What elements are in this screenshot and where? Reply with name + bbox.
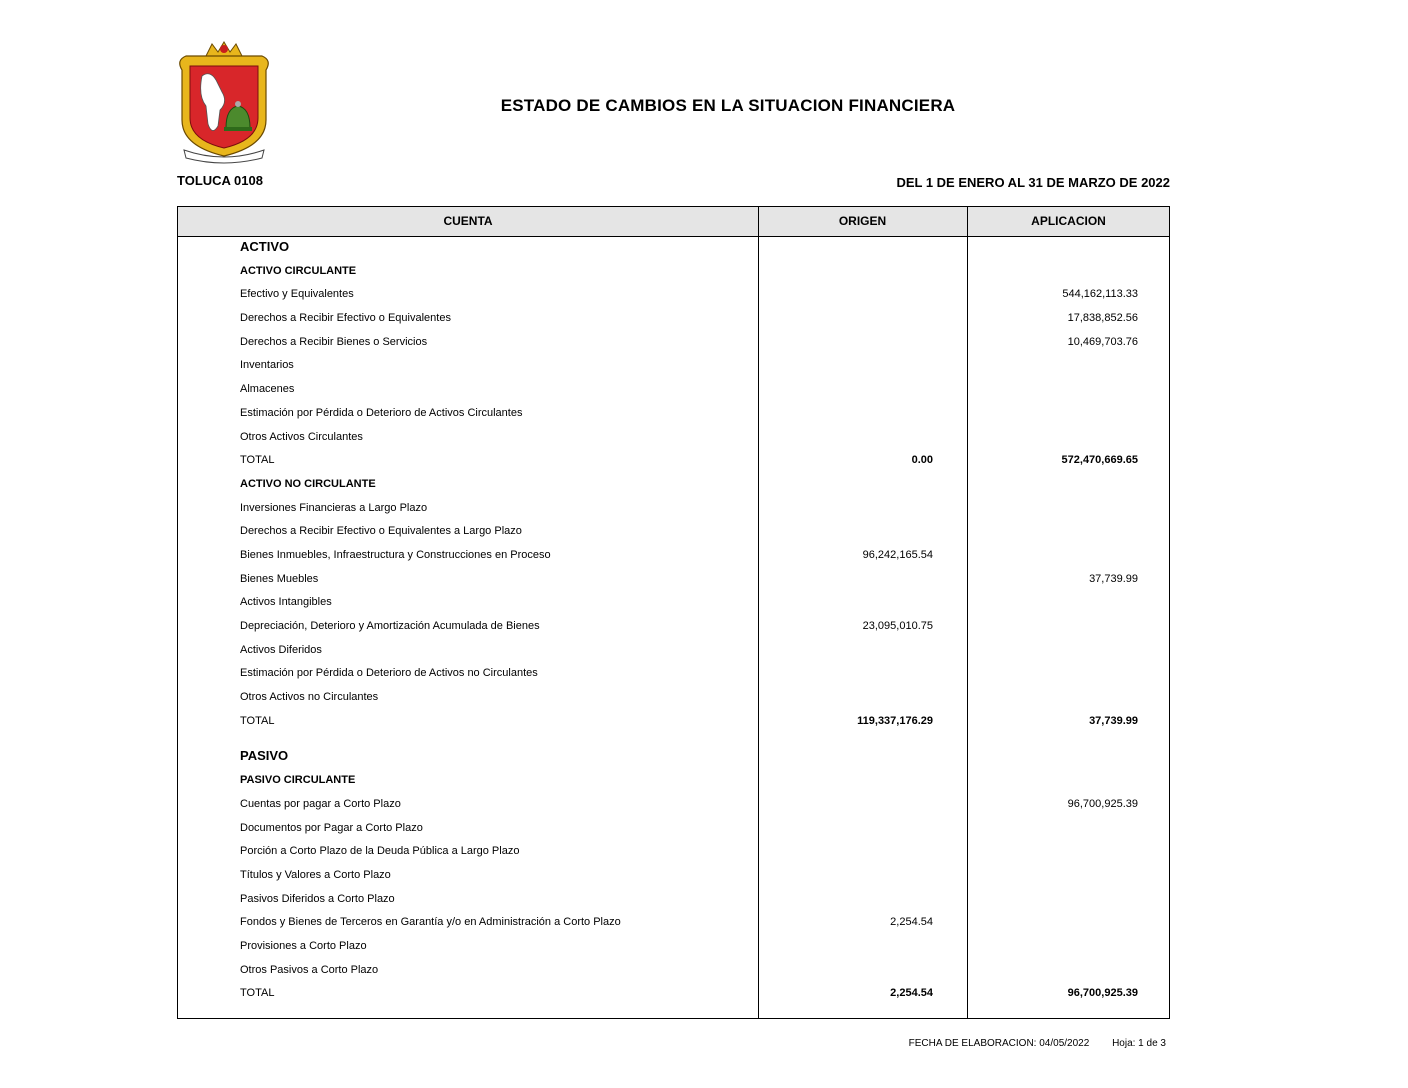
row-label: ACTIVO CIRCULANTE [240,264,357,277]
row-label: TOTAL [240,454,275,467]
sub-heading-row [178,474,1169,498]
row-label: Provisiones a Corto Plazo [240,939,367,952]
table-row [178,498,1169,522]
column-header-aplicacion: APLICACION [1031,214,1106,228]
page-number: Hoja: 1 de 3 [1112,1038,1166,1049]
table-row [178,889,1169,913]
row-label: Depreciación, Deterioro y Amortización Acumulada de Bienes [240,620,540,632]
row-label: Porción a Corto Plazo de la Deuda Pública a Largo Plazo [240,845,520,858]
aplicacion-value: 37,739.99 [1089,572,1138,585]
table-row [178,592,1169,616]
total-row [178,450,1169,474]
row-label: Inventarios [240,359,294,372]
row-label: Títulos y Valores a Corto Plazo [240,868,391,881]
toluca-coat-of-arms-icon [176,40,272,164]
origen-value: 96,242,165.54 [862,548,933,561]
row-spacer [178,734,1169,746]
row-label: Inversiones Financieras a Largo Plazo [240,501,428,514]
row-label: ACTIVO NO CIRCULANTE [240,477,376,490]
origen-value: 119,337,176.29 [857,714,933,727]
table-row [178,545,1169,569]
table-row [178,521,1169,545]
table-header [178,207,1169,237]
document-title: ESTADO DE CAMBIOS EN LA SITUACION FINANCIERA [500,96,956,115]
table-row [178,332,1169,356]
row-label: Otros Activos no Circulantes [240,691,379,704]
table-row [178,818,1169,842]
row-label: Otros Activos Circulantes [240,430,363,443]
table-row [178,912,1169,936]
row-label: Bienes Muebles [240,572,319,585]
table-row [178,569,1169,593]
row-label: Activos Intangibles [240,596,332,609]
row-label: Derechos a Recibir Bienes o Servicios [240,335,428,348]
table-row [178,687,1169,711]
total-row [178,983,1169,1007]
table-row [178,379,1169,403]
table-row [178,936,1169,960]
origen-value: 2,254.54 [890,916,933,929]
page-footer [889,1038,1166,1049]
row-label: TOTAL [240,987,275,1000]
origen-value: 2,254.54 [890,987,933,1000]
coat-of-arms-logo [176,40,272,164]
total-row [178,711,1169,735]
table-row [178,960,1169,984]
row-label: PASIVO CIRCULANTE [240,774,356,787]
origen-value: 0.00 [911,454,933,467]
row-label: Derechos a Recibir Efectivo o Equivalentes a Largo Plazo [240,525,522,538]
row-label: ACTIVO [240,239,290,254]
row-label: Pasivos Diferidos a Corto Plazo [240,892,395,905]
aplicacion-value: 572,470,669.65 [1061,454,1138,467]
financial-table [177,206,1170,1019]
row-label: TOTAL [240,714,275,727]
row-label: Estimación por Pérdida o Deterioro de Activos no Circulantes [240,667,538,680]
origen-value: 23,095,010.75 [862,620,933,632]
aplicacion-value: 96,700,925.39 [1067,987,1138,1000]
row-label: Documentos por Pagar a Corto Plazo [240,821,423,834]
row-label: Bienes Inmuebles, Infraestructura y Construcciones en Proceso [240,548,551,561]
row-label: Otros Pasivos a Corto Plazo [240,963,379,976]
column-header-origen: ORIGEN [838,214,887,228]
table-row [178,427,1169,451]
table-row [178,308,1169,332]
table-body [178,237,1169,1007]
aplicacion-value: 37,739.99 [1089,714,1138,727]
table-row [178,841,1169,865]
row-label: Estimación por Pérdida o Deterioro de Activos Circulantes [240,406,523,419]
row-label: Derechos a Recibir Efectivo o Equivalentes [240,312,451,325]
aplicacion-value: 17,838,852.56 [1067,312,1138,325]
table-row [178,794,1169,818]
table-row [178,284,1169,308]
table-row [178,355,1169,379]
sub-heading-row [178,261,1169,285]
aplicacion-value: 10,469,703.76 [1067,335,1138,348]
aplicacion-value: 544,162,113.33 [1062,288,1138,301]
section-heading-row [178,746,1169,770]
row-label: Activos Diferidos [240,643,322,656]
table-row [178,663,1169,687]
table-row [178,865,1169,889]
table-row [178,640,1169,664]
row-label: Fondos y Bienes de Terceros en Garantía y/o en Administración a Corto Plazo [240,916,621,929]
row-label: Efectivo y Equivalentes [240,288,354,301]
row-label: PASIVO [240,748,289,764]
sub-heading-row [178,770,1169,794]
row-label: Cuentas por pagar a Corto Plazo [240,797,401,810]
report-period: DEL 1 DE ENERO AL 31 DE MARZO DE 2022 [896,175,1170,190]
aplicacion-value: 96,700,925.39 [1067,797,1138,810]
section-heading-row [178,237,1169,261]
column-header-cuenta: CUENTA [443,214,493,228]
elaboration-date: FECHA DE ELABORACION: 04/05/2022 [908,1038,1090,1049]
entity-name: TOLUCA 0108 [177,173,263,188]
row-label: Almacenes [240,383,295,396]
table-row [178,403,1169,427]
table-row [178,616,1169,640]
